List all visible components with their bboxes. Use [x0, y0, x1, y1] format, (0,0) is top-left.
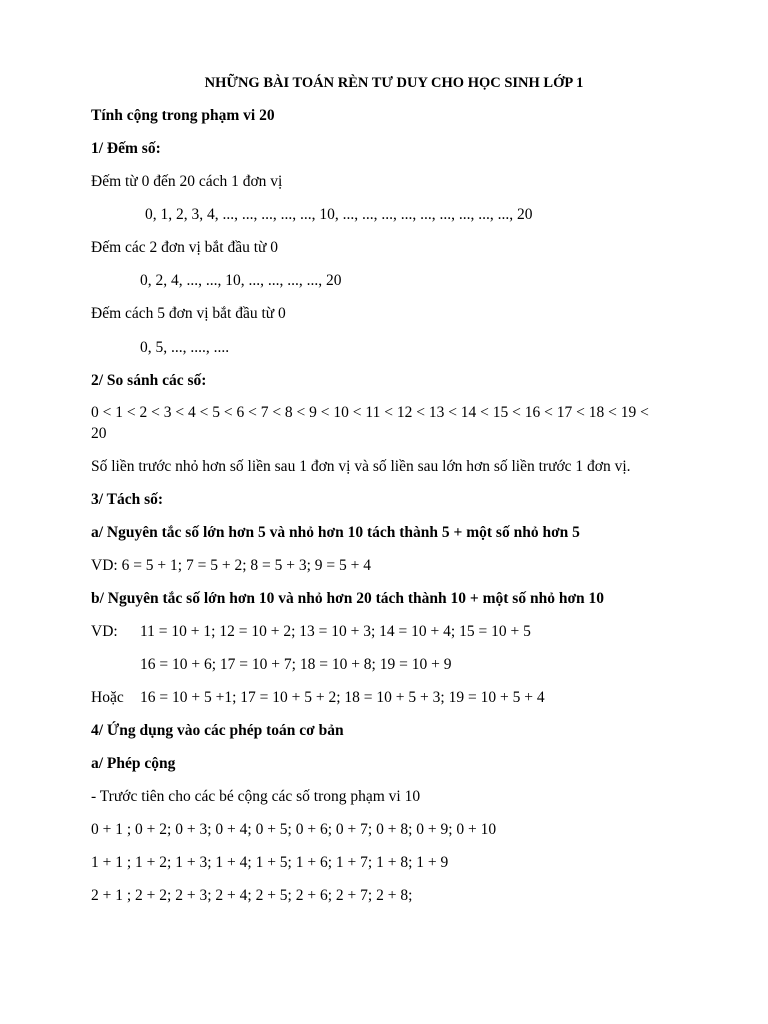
rule-b-example-3 — [91, 688, 545, 708]
rule-b-example-1-text: 11 = 10 + 1; 12 = 10 + 2; 13 = 10 + 3; 14 = 10 + 4; 15 = 10 + 5 — [140, 623, 531, 640]
addition-intro: - Trước tiên cho các bé cộng các số trong phạm vi 10 — [91, 788, 421, 805]
subtitle: Tính cộng trong phạm vi 20 — [91, 107, 275, 124]
count-by-1-text: Đếm từ 0 đến 20 cách 1 đơn vị — [91, 173, 283, 190]
count-by-2-text: Đếm các 2 đơn vị bắt đầu từ 0 — [91, 239, 279, 256]
comparison-chain-line2: 20 — [91, 425, 107, 442]
count-by-5-text: Đếm cách 5 đơn vị bắt đầu từ 0 — [91, 305, 286, 322]
rule-a-heading: a/ Nguyên tắc số lớn hơn 5 và nhỏ hơn 10 tách thành 5 + một số nhỏ hơn 5 — [91, 524, 580, 541]
rule-b-example-2: 16 = 10 + 6; 17 = 10 + 7; 18 = 10 + 8; 19 = 10 + 9 — [140, 656, 452, 673]
rule-a-example: VD: 6 = 5 + 1; 7 = 5 + 2; 8 = 5 + 3; 9 = 5 + 4 — [91, 557, 372, 574]
or-label: Hoặc — [91, 689, 124, 706]
count-by-1-sequence: 0, 1, 2, 3, 4, ..., ..., ..., ..., ..., 10, ..., ..., ..., ..., ..., ..., ..., ..., ..., 20 — [145, 206, 533, 223]
example-label: VD: — [91, 623, 118, 640]
rule-b-heading: b/ Nguyên tắc số lớn hơn 10 và nhỏ hơn 20 tách thành 10 + một số nhỏ hơn 10 — [91, 590, 605, 607]
comparison-chain-line1: 0 < 1 < 2 < 3 < 4 < 5 < 6 < 7 < 8 < 9 < 10 < 11 < 12 < 13 < 14 < 15 < 16 < 17 < 18 < 19 < — [91, 404, 649, 421]
count-by-5-sequence: 0, 5, ..., ...., .... — [140, 339, 230, 356]
rule-b-example-1 — [91, 622, 531, 642]
section-3-heading: 3/ Tách số: — [91, 491, 164, 508]
comparison-note: Số liền trước nhỏ hơn số liền sau 1 đơn vị và số liền sau lớn hơn số liền trước 1 đơn vị. — [91, 458, 631, 475]
addition-row-1: 1 + 1 ; 1 + 2; 1 + 3; 1 + 4; 1 + 5; 1 + 6; 1 + 7; 1 + 8; 1 + 9 — [91, 854, 449, 871]
addition-row-0: 0 + 1 ; 0 + 2; 0 + 3; 0 + 4; 0 + 5; 0 + 6; 0 + 7; 0 + 8; 0 + 9; 0 + 10 — [91, 821, 497, 838]
addition-heading: a/ Phép cộng — [91, 755, 176, 772]
section-1-heading: 1/ Đếm số: — [91, 140, 161, 157]
section-4-heading: 4/ Ứng dụng vào các phép toán cơ bản — [91, 722, 344, 739]
page-title: NHỮNG BÀI TOÁN RÈN TƯ DUY CHO HỌC SINH LỚP 1 — [204, 75, 584, 91]
rule-b-example-3-text: 16 = 10 + 5 +1; 17 = 10 + 5 + 2; 18 = 10 + 5 + 3; 19 = 10 + 5 + 4 — [140, 689, 545, 706]
count-by-2-sequence: 0, 2, 4, ..., ..., 10, ..., ..., ..., ..., 20 — [140, 272, 342, 289]
addition-row-2: 2 + 1 ; 2 + 2; 2 + 3; 2 + 4; 2 + 5; 2 + 6; 2 + 7; 2 + 8; — [91, 887, 413, 904]
section-2-heading: 2/ So sánh các số: — [91, 372, 207, 389]
